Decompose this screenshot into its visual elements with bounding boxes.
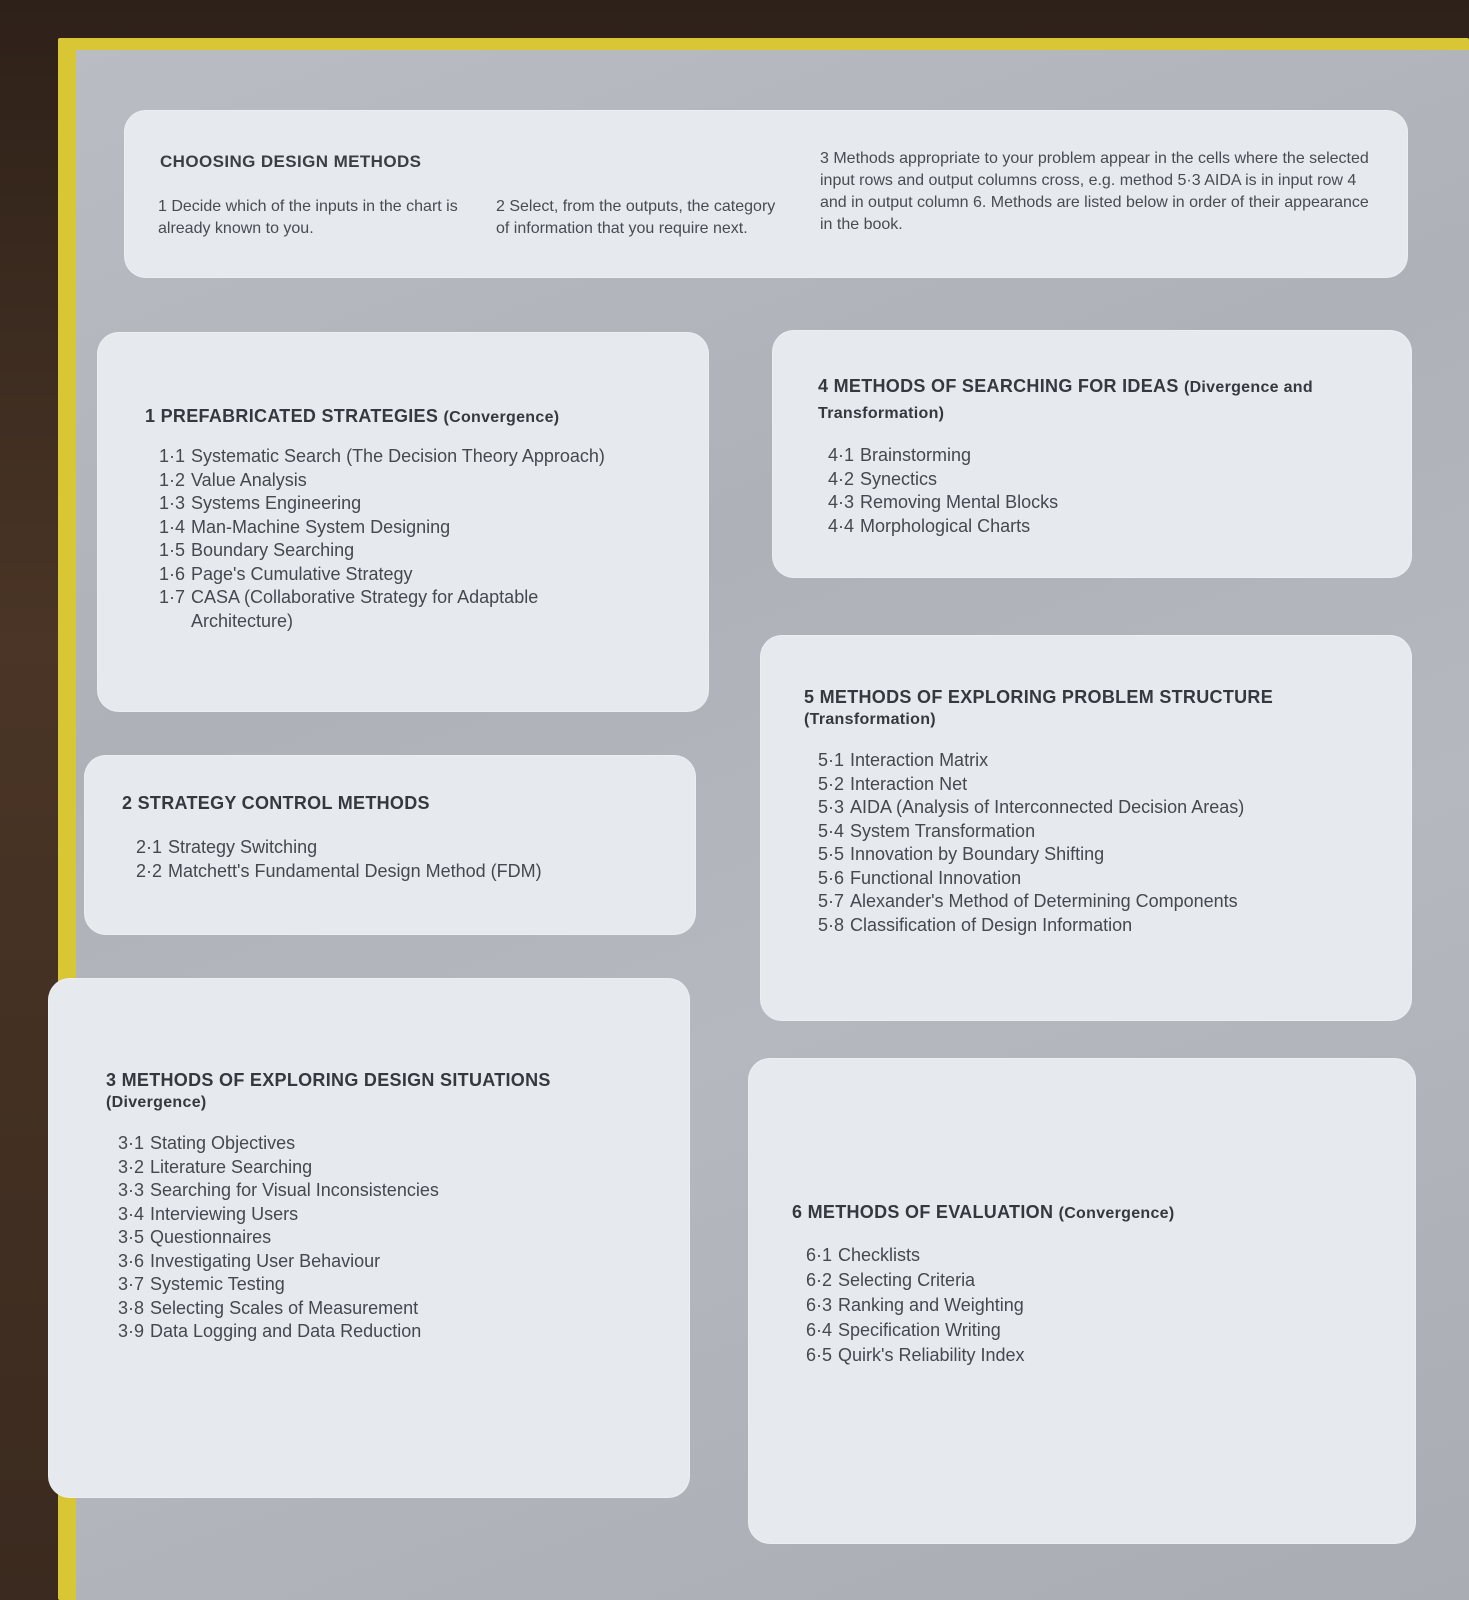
section-card-2 xyxy=(84,755,696,935)
list-item: 1·7 CASA (Collaborative Strategy for Adaptable Architecture) xyxy=(159,587,539,631)
section-title-3: 3 METHODS OF EXPLORING DESIGN SITUATIONS (Divergence) xyxy=(106,1070,551,1111)
list-item: 5·2 Interaction Net xyxy=(818,773,968,794)
section-title-2: 2 STRATEGY CONTROL METHODS xyxy=(122,793,430,813)
intro-card xyxy=(124,110,1408,278)
section-card-3 xyxy=(48,978,690,1498)
section-list-6 xyxy=(792,1243,1386,1368)
list-item: 3·7 Systemic Testing xyxy=(118,1274,285,1294)
list-item: 2·1 Strategy Switching xyxy=(136,837,318,857)
list-item: 1·3 Systems Engineering xyxy=(159,493,362,513)
list-item: 5·1 Interaction Matrix xyxy=(818,750,989,770)
list-item: 5·5 Innovation by Boundary Shifting xyxy=(818,844,1105,864)
list-item: 5·3 AIDA (Analysis of Interconnected Decision Areas) xyxy=(818,797,1245,817)
list-item: 1·2 Value Analysis xyxy=(159,469,307,490)
list-item: 3·1 Stating Objectives xyxy=(118,1133,296,1153)
list-item: 1·6 Page's Cumulative Strategy xyxy=(159,563,413,584)
list-item: 4·4 Morphological Charts xyxy=(828,515,1031,536)
section-list-3 xyxy=(106,1132,650,1344)
section-card-5 xyxy=(760,635,1412,1021)
section-title-5: 5 METHODS OF EXPLORING PROBLEM STRUCTURE (Transformation) xyxy=(804,687,1274,728)
list-item: 2·2 Matchett's Fundamental Design Method (FDM) xyxy=(136,860,542,881)
list-item: 4·3 Removing Mental Blocks xyxy=(828,492,1059,512)
list-item: 3·3 Searching for Visual Inconsistencies xyxy=(118,1180,439,1200)
list-item: 5·4 System Transformation xyxy=(818,820,1036,841)
list-item: 6·1 Checklists xyxy=(806,1245,921,1265)
section-title-6: 6 METHODS OF EVALUATION (Convergence) xyxy=(792,1202,1175,1222)
section-list-4 xyxy=(818,444,1382,538)
list-item: 5·6 Functional Innovation xyxy=(818,867,1022,888)
section-list-2 xyxy=(122,836,656,883)
list-item: 1·5 Boundary Searching xyxy=(159,540,355,560)
list-item: 5·8 Classification of Design Information xyxy=(818,914,1133,935)
section-card-6 xyxy=(748,1058,1416,1544)
section-title-4: 4 METHODS OF SEARCHING FOR IDEAS (Divergence and Transformation) xyxy=(818,376,1313,422)
section-list-5 xyxy=(804,749,1382,937)
intro-step-3: 3 Methods appropriate to your problem appear in the cells where the selected input rows and output columns cross, e.g. method 5·3 AIDA is in input row 4 and in output column 6. Methods are listed below in order of their appearance in the book. xyxy=(820,150,1369,233)
list-item: 3·4 Interviewing Users xyxy=(118,1203,299,1224)
intro-title: CHOOSING DESIGN METHODS xyxy=(160,152,422,171)
section-card-4 xyxy=(772,330,1412,578)
list-item: 3·6 Investigating User Behaviour xyxy=(118,1250,381,1271)
list-item: 5·7 Alexander's Method of Determining Components xyxy=(818,891,1238,911)
list-item: 6·5 Quirk's Reliability Index xyxy=(806,1345,1025,1365)
list-item: 3·8 Selecting Scales of Measurement xyxy=(118,1297,419,1318)
list-item: 1·1 Systematic Search (The Decision Theory Approach) xyxy=(159,446,605,466)
list-item: 3·5 Questionnaires xyxy=(118,1227,272,1247)
intro-step-2: 2 Select, from the outputs, the category of information that you require next. xyxy=(496,198,776,237)
list-item: 1·4 Man-Machine System Designing xyxy=(159,516,451,537)
list-item: 4·1 Brainstorming xyxy=(828,445,972,465)
list-item: 3·2 Literature Searching xyxy=(118,1156,313,1177)
list-item: 6·2 Selecting Criteria xyxy=(806,1270,976,1290)
section-list-1 xyxy=(145,445,669,633)
list-item: 4·2 Synectics xyxy=(828,468,938,489)
section-card-1 xyxy=(97,332,709,712)
section-title-1: 1 PREFABRICATED STRATEGIES (Convergence) xyxy=(145,406,560,426)
intro-step-1: 1 Decide which of the inputs in the chart is already known to you. xyxy=(158,198,458,237)
list-item: 6·4 Specification Writing xyxy=(806,1320,1001,1340)
list-item: 6·3 Ranking and Weighting xyxy=(806,1295,1024,1315)
list-item: 3·9 Data Logging and Data Reduction xyxy=(118,1321,422,1341)
